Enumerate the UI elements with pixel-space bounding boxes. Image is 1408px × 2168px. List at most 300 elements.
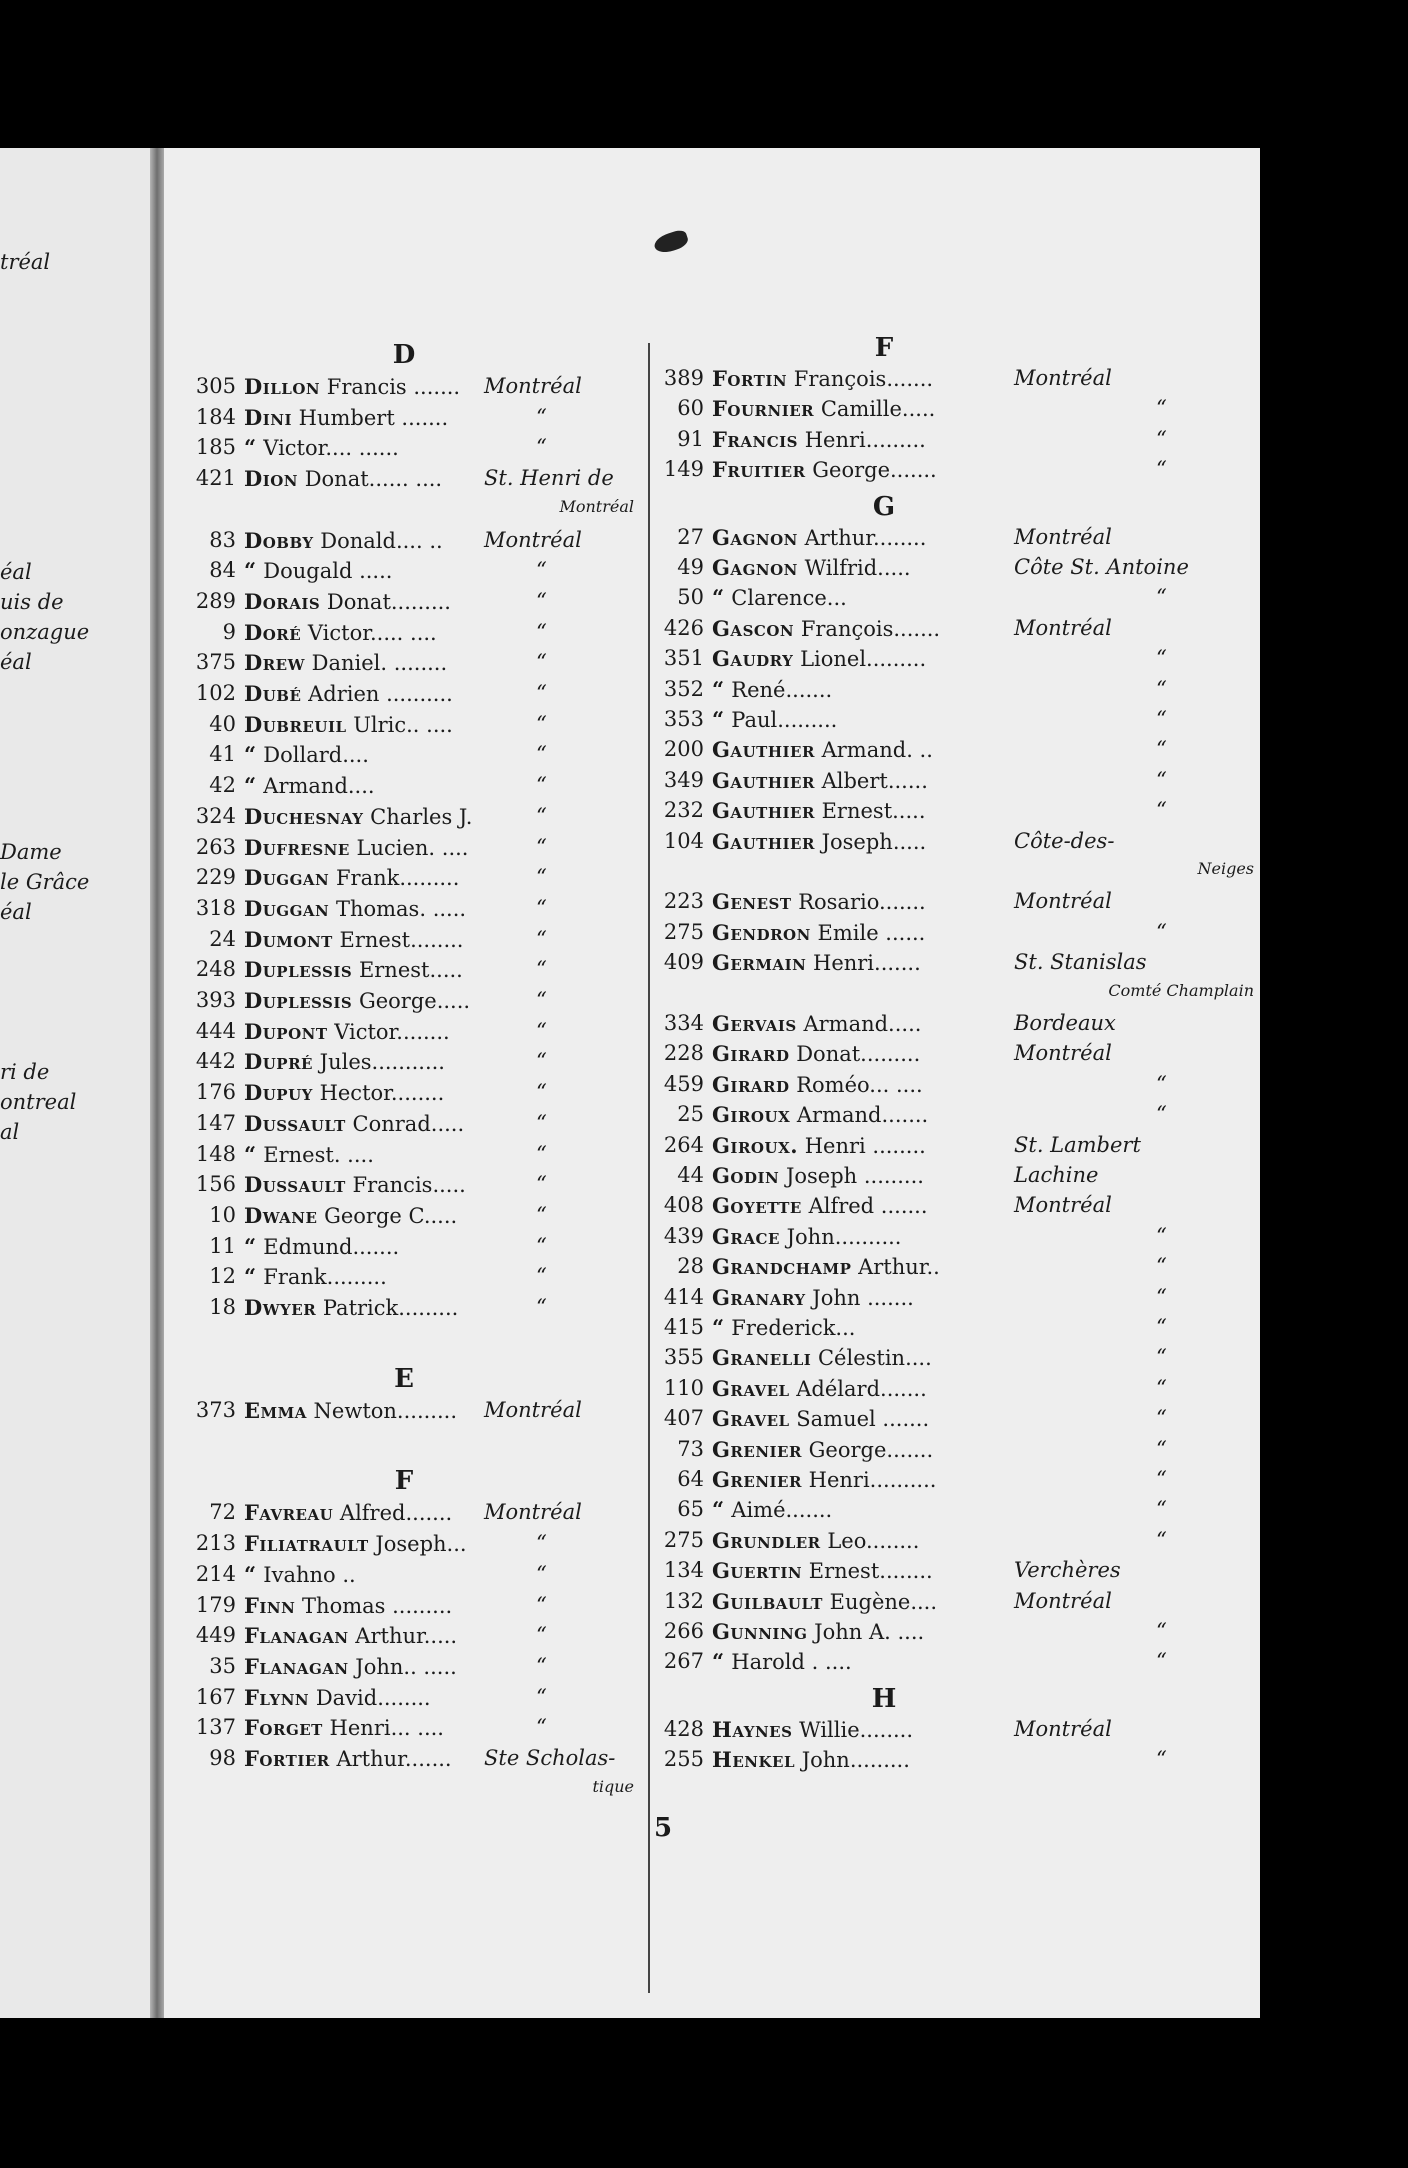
page-number: 5: [654, 1813, 673, 1843]
entry-name: [712, 1072, 923, 1097]
entry-name: [712, 798, 926, 823]
directory-entry: [654, 1558, 1254, 1588]
entry-given-name: François.......: [793, 367, 934, 391]
directory-entry: [654, 920, 1254, 950]
entry-number: 393: [195, 988, 236, 1012]
entry-surname: Fournier: [712, 396, 815, 422]
entry-given-name: Henri ........: [804, 1133, 926, 1158]
entry-surname: Guertin: [712, 1558, 803, 1584]
entry-place: “: [1156, 1102, 1167, 1127]
entry-name: [244, 957, 463, 982]
entry-given-name: Harold . ....: [731, 1650, 852, 1675]
entry-number: 110: [663, 1375, 704, 1400]
entry-surname: Genest: [712, 889, 792, 915]
entry-given-name: Joseph.....: [821, 829, 927, 854]
entry-given-name: Armand. ..: [821, 738, 933, 763]
entry-given-name: Patrick.........: [322, 1296, 459, 1320]
entry-number: 415: [663, 1315, 704, 1339]
entry-place: “: [1156, 767, 1167, 792]
previous-page-edge: [0, 148, 150, 2018]
entry-number: 98: [209, 1746, 236, 1770]
entry-place: “: [536, 1110, 547, 1135]
entry-number: 409: [663, 950, 704, 975]
entry-number: 35: [209, 1653, 236, 1678]
entry-given-name: Willie........: [799, 1717, 914, 1742]
entry-given-name: Alfred.......: [339, 1501, 453, 1526]
entry-name: [712, 677, 832, 702]
entry-number: 91: [677, 426, 704, 451]
entry-given-name: Daniel. ........: [311, 651, 448, 676]
entry-name: [244, 1049, 445, 1074]
entry-surname: Germain: [712, 950, 807, 976]
directory-entry: [654, 616, 1254, 646]
entry-number: 459: [663, 1071, 704, 1096]
entry-place: Montréal: [484, 374, 582, 398]
entry-surname: Gauthier: [712, 737, 815, 763]
entry-name: [244, 1203, 457, 1228]
entry-given-name: Wilfrid.....: [804, 556, 911, 580]
previous-page-fragment: ontreal: [0, 1090, 77, 1114]
entry-name: [712, 737, 933, 762]
entry-name: [244, 1172, 466, 1197]
directory-entry: [164, 773, 634, 803]
directory-entry: [164, 988, 634, 1018]
entry-surname: “: [244, 435, 257, 461]
entry-surname: Dillon: [244, 374, 321, 399]
entry-name: [244, 835, 468, 860]
entry-given-name: George C.....: [324, 1203, 458, 1228]
entry-place: Montréal: [1014, 615, 1112, 640]
entry-number: 18: [209, 1295, 236, 1319]
entry-name: [244, 1654, 457, 1679]
entry-number: 213: [195, 1531, 236, 1556]
entry-place: Lachine: [1014, 1163, 1099, 1187]
entry-name: [712, 1163, 924, 1188]
entry-surname: Dussault: [244, 1172, 346, 1198]
directory-entry: [164, 865, 634, 895]
entry-given-name: Ulric.. ....: [353, 712, 453, 737]
entry-number: 42: [209, 773, 236, 798]
entry-given-name: David........: [315, 1685, 431, 1710]
entry-name: [244, 896, 466, 921]
directory-entry: [654, 1649, 1254, 1679]
directory-entry: [164, 1049, 634, 1079]
entry-surname: Flanagan: [244, 1623, 349, 1649]
entry-name: [712, 1437, 933, 1462]
entry-number: 275: [663, 1527, 704, 1552]
previous-page-fragment: tréal: [0, 250, 51, 274]
entry-place: Verchères: [1014, 1558, 1121, 1583]
entry-number: 275: [663, 919, 704, 944]
entry-given-name: John.........: [801, 1748, 910, 1773]
entry-number: 104: [663, 828, 704, 853]
entry-number: 407: [663, 1406, 704, 1431]
entry-place: “: [1156, 1619, 1167, 1643]
entry-surname: “: [712, 1315, 725, 1340]
directory-entry: [164, 1685, 634, 1715]
entry-given-name: Frank.........: [335, 866, 460, 891]
entry-surname: “: [244, 1561, 257, 1587]
entry-name: [712, 585, 847, 610]
directory-entry: [164, 681, 634, 711]
entry-surname: Doré: [244, 619, 302, 645]
entry-name: [244, 1623, 457, 1648]
directory-entry: [654, 1747, 1254, 1777]
entry-surname: Giroux.: [712, 1132, 799, 1158]
entry-number: 9: [222, 619, 236, 644]
entry-name: [244, 1562, 356, 1587]
directory-entry: [654, 950, 1254, 980]
entry-surname: Duchesnay: [244, 803, 364, 829]
directory-entry: [164, 620, 634, 650]
entry-given-name: George.....: [358, 989, 471, 1013]
entry-surname: Francis: [712, 426, 799, 452]
entry-given-name: Aimé.......: [731, 1498, 833, 1523]
directory-entry: [164, 1500, 634, 1530]
directory-entry: [654, 1619, 1254, 1649]
entry-number: 185: [195, 435, 236, 460]
entry-given-name: Humbert .......: [298, 405, 449, 430]
entry-number: 414: [663, 1284, 704, 1309]
entry-given-name: Armand.......: [796, 1103, 929, 1128]
entry-number: 156: [195, 1172, 236, 1197]
entry-place: Côte St. Antoine: [1014, 555, 1189, 579]
entry-place: Montréal: [1014, 1716, 1112, 1741]
entry-name: [244, 558, 392, 583]
directory-entry: [654, 768, 1254, 798]
entry-number: 27: [677, 524, 704, 549]
directory-entry: [654, 1224, 1254, 1254]
entry-number: 232: [663, 798, 704, 823]
directory-entry: [654, 1497, 1254, 1527]
entry-place: “: [1156, 646, 1167, 671]
entry-place: “: [1156, 1315, 1167, 1339]
directory-entry: [164, 1623, 634, 1653]
entry-name: [712, 1589, 937, 1614]
directory-entry: [164, 1654, 634, 1684]
entry-given-name: Victor........: [334, 1019, 450, 1044]
entry-given-name: Emile ......: [817, 920, 926, 945]
entry-number: 83: [209, 527, 236, 552]
entry-number: 444: [195, 1018, 236, 1043]
entry-surname: Henkel: [712, 1747, 796, 1773]
entry-place: Montréal: [484, 527, 582, 552]
entry-place: “: [536, 711, 547, 736]
section-letter: G: [872, 491, 896, 522]
directory-entry: [164, 896, 634, 926]
directory-entry: [654, 1315, 1254, 1345]
entry-given-name: Ernest........: [339, 927, 464, 952]
entry-given-name: Donat...... ....: [304, 467, 443, 492]
section-letter: F: [394, 1466, 414, 1497]
entry-name: [712, 707, 837, 732]
entry-surname: Grundler: [712, 1527, 821, 1553]
entry-given-name: Thomas. .....: [335, 896, 467, 921]
entry-name: [712, 1133, 926, 1158]
entry-place: “: [536, 957, 547, 982]
entry-given-name: Paul.........: [731, 708, 838, 732]
entry-given-name: Francis.....: [352, 1173, 466, 1198]
entry-place: “: [1156, 919, 1167, 944]
directory-entry: [654, 366, 1254, 396]
entry-surname: Gascon: [712, 615, 795, 641]
directory-entry: [654, 1467, 1254, 1497]
directory-entry: [164, 405, 634, 435]
entry-number: 267: [663, 1649, 704, 1674]
entry-place-continued: Neiges: [1197, 859, 1254, 878]
section-letter: F: [874, 333, 894, 363]
entry-given-name: Donat.........: [326, 589, 451, 614]
directory-entry: [164, 1142, 634, 1172]
directory-entry: [164, 1080, 634, 1110]
section-letter: D: [392, 340, 416, 370]
entry-surname: Fruitier: [712, 457, 806, 483]
directory-entry: [164, 1593, 634, 1623]
entry-place: “: [536, 1592, 547, 1617]
entry-number: 40: [209, 711, 236, 736]
entry-given-name: Adélard.......: [796, 1376, 927, 1401]
entry-place: “: [536, 681, 547, 705]
entry-place: Montréal: [1014, 889, 1112, 914]
entry-name: [712, 1041, 920, 1066]
entry-surname: Flynn: [244, 1684, 310, 1710]
entry-name: [244, 1234, 399, 1259]
entry-given-name: George.......: [808, 1437, 934, 1462]
entry-name: [712, 1619, 924, 1644]
entry-given-name: Henri.......: [813, 951, 921, 976]
entry-surname: Dorais: [244, 588, 321, 614]
entry-place: St. Henri de: [484, 466, 614, 491]
entry-place: “: [536, 1172, 547, 1197]
entry-surname: Grace: [712, 1223, 780, 1249]
entry-surname: Dwane: [244, 1202, 318, 1228]
entry-name: [712, 1285, 914, 1310]
directory-entry: [164, 957, 634, 987]
entry-number: 10: [209, 1202, 236, 1227]
entry-number: 318: [195, 895, 236, 920]
entry-given-name: Charles J.: [370, 804, 473, 829]
entry-number: 25: [677, 1102, 704, 1127]
entry-number: 439: [663, 1223, 704, 1248]
entry-name: [712, 1467, 936, 1492]
entry-surname: Drew: [244, 650, 305, 676]
entry-name: [244, 865, 459, 890]
entry-surname: Duplessis: [244, 957, 353, 983]
entry-name: [712, 1747, 910, 1772]
previous-page-fragment: éal: [0, 650, 32, 674]
entry-surname: “: [244, 1264, 257, 1290]
directory-entry: [164, 1295, 634, 1325]
entry-given-name: Dollard....: [263, 743, 369, 768]
entry-surname: Dubreuil: [244, 711, 347, 737]
entry-name: [712, 1193, 928, 1218]
entry-name: [712, 1558, 933, 1583]
entry-given-name: Donat.........: [796, 1042, 921, 1067]
entry-surname: Girard: [712, 1041, 790, 1067]
entry-number: 373: [195, 1397, 236, 1422]
previous-page-fragment: éal: [0, 900, 32, 924]
entry-place: Montréal: [1014, 1041, 1112, 1066]
entry-number: 65: [677, 1497, 704, 1522]
entry-given-name: Rosario.......: [798, 890, 926, 915]
entry-number: 149: [663, 457, 704, 482]
entry-surname: “: [244, 773, 257, 799]
entry-surname: Dupré: [244, 1049, 313, 1075]
entry-name: [244, 1593, 452, 1618]
entry-name: [244, 773, 375, 798]
directory-entry: [164, 1234, 634, 1264]
entry-surname: Gagnon: [712, 555, 798, 580]
entry-place: “: [536, 1295, 547, 1319]
directory-entry: [654, 707, 1254, 737]
previous-page-fragment: le Grâce: [0, 870, 90, 894]
entry-given-name: Clarence...: [731, 586, 847, 611]
entry-given-name: Dougald .....: [263, 559, 393, 584]
entry-number: 353: [663, 707, 704, 731]
directory-entry: [164, 712, 634, 742]
entry-given-name: Frank.........: [263, 1265, 387, 1290]
entry-given-name: Frederick...: [731, 1316, 856, 1340]
entry-given-name: Arthur.......: [336, 1747, 452, 1771]
entry-number: 442: [195, 1049, 236, 1074]
entry-number: 289: [195, 588, 236, 613]
directory-entry: [164, 1172, 634, 1202]
entry-surname: Gravel: [712, 1406, 790, 1432]
entry-place: Montréal: [484, 1397, 582, 1422]
entry-given-name: Arthur........: [804, 525, 927, 550]
entry-place: “: [536, 1684, 547, 1709]
entry-name: [712, 950, 921, 975]
entry-given-name: Jules...........: [319, 1050, 445, 1075]
directory-entry: [164, 1715, 634, 1745]
entry-name: [712, 616, 940, 641]
entry-place: “: [536, 895, 547, 920]
directory-entry: [654, 1041, 1254, 1071]
entry-given-name: John..........: [786, 1224, 902, 1249]
entry-name: [712, 1102, 928, 1127]
entry-place: “: [536, 1141, 547, 1166]
entry-name: [244, 1500, 452, 1525]
entry-place: “: [1156, 1467, 1167, 1491]
entry-surname: Dussault: [244, 1110, 346, 1136]
entry-surname: “: [712, 676, 725, 702]
entry-given-name: Eugène....: [829, 1589, 938, 1614]
entry-place: “: [536, 926, 547, 951]
entry-name: [712, 920, 925, 945]
entry-name: [244, 1746, 452, 1771]
entry-number: 179: [195, 1592, 236, 1617]
directory-entry: [164, 1746, 634, 1776]
entry-place: “: [536, 1049, 547, 1074]
directory-entry: [164, 927, 634, 957]
entry-name: [244, 1398, 457, 1423]
ink-blot: [652, 228, 690, 256]
entry-surname: Fortin: [712, 366, 788, 391]
entry-surname: Duggan: [244, 865, 330, 891]
entry-given-name: Ivahno ..: [263, 1562, 356, 1587]
entry-place: “: [1156, 1223, 1167, 1248]
directory-entry: [654, 1133, 1254, 1163]
entry-surname: Grenier: [712, 1436, 802, 1462]
entry-number: 426: [663, 615, 704, 640]
entry-place: “: [536, 834, 547, 859]
entry-given-name: Henri.........: [804, 427, 926, 452]
directory-entry: [164, 589, 634, 619]
entry-given-name: Leo........: [827, 1528, 920, 1553]
entry-place: “: [1156, 1497, 1167, 1522]
entry-given-name: Joseph .........: [785, 1164, 924, 1188]
entry-name: [244, 1080, 444, 1105]
entry-given-name: René.......: [731, 677, 833, 702]
entry-number: 355: [663, 1345, 704, 1370]
entry-place: “: [536, 1264, 547, 1289]
previous-page-fragment: ri de: [0, 1060, 50, 1084]
entry-place: “: [1156, 1649, 1167, 1674]
entry-surname: Dobby: [244, 527, 314, 553]
entry-place: “: [536, 1233, 547, 1258]
entry-place: “: [1156, 1375, 1167, 1400]
entry-number: 352: [663, 676, 704, 701]
entry-number: 50: [677, 585, 704, 610]
entry-surname: Dufresne: [244, 834, 350, 860]
entry-surname: Dion: [244, 466, 299, 492]
directory-entry: [164, 835, 634, 865]
entry-name: [712, 1224, 901, 1249]
entry-surname: Fortier: [244, 1746, 330, 1771]
entry-name: [712, 829, 926, 854]
entry-name: [712, 1528, 919, 1553]
entry-number: 223: [663, 889, 704, 914]
entry-number: 44: [677, 1163, 704, 1187]
entry-number: 228: [663, 1041, 704, 1066]
entry-surname: “: [712, 585, 725, 611]
entry-number: 266: [663, 1619, 704, 1643]
entry-place: “: [1156, 737, 1167, 762]
entry-surname: Granary: [712, 1284, 806, 1310]
entry-number: 334: [663, 1011, 704, 1035]
entry-place: “: [536, 803, 547, 828]
entry-place: “: [536, 865, 547, 890]
entry-surname: “: [244, 742, 257, 768]
directory-entry: [654, 1345, 1254, 1375]
entry-number: 49: [677, 555, 704, 579]
entry-number: 147: [195, 1110, 236, 1135]
entry-name: [712, 889, 926, 914]
directory-entry: [164, 650, 634, 680]
directory-entry: [654, 1072, 1254, 1102]
directory-entry: [654, 646, 1254, 676]
entry-surname: Gauthier: [712, 828, 815, 854]
entry-given-name: Edmund.......: [263, 1234, 400, 1259]
directory-entry: [654, 396, 1254, 426]
entry-given-name: Conrad.....: [352, 1111, 465, 1136]
entry-number: 28: [677, 1254, 704, 1279]
entry-number: 408: [663, 1193, 704, 1218]
entry-place: “: [1156, 707, 1167, 731]
entry-place: “: [536, 1018, 547, 1043]
entry-place: “: [536, 404, 547, 429]
directory-entry: [654, 1163, 1254, 1193]
entry-name: [712, 1649, 852, 1674]
entry-surname: Finn: [244, 1592, 296, 1618]
directory-entry: [654, 1102, 1254, 1132]
entry-surname: “: [244, 1233, 257, 1259]
entry-number: 73: [677, 1436, 704, 1461]
entry-name: [244, 1685, 431, 1710]
entry-place: “: [536, 435, 547, 460]
entry-name: [712, 555, 911, 580]
entry-place: “: [1156, 426, 1167, 451]
